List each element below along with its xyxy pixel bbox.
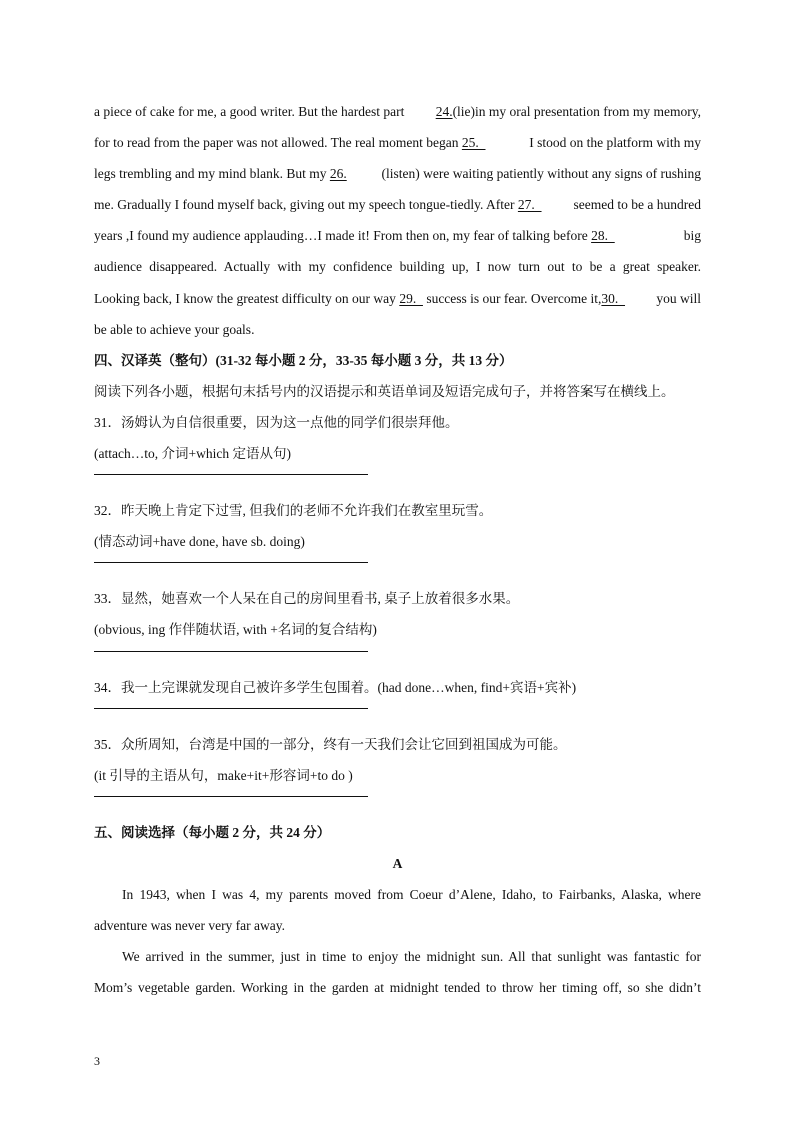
passage-line: be able to achieve your goals. (94, 321, 255, 337)
passage-text: Looking back, I know the greatest difficulty on our way (94, 290, 400, 306)
blank-30: 30. (601, 290, 626, 306)
question-31: 31．汤姆认为自信很重要，因为这一点他的同学们很崇拜他。 (94, 414, 459, 430)
passage-text: I stood on the platform with my (525, 135, 701, 151)
blank-27: 27. (517, 197, 542, 213)
reading-paragraph-1-line: adventure was never very far away. (94, 918, 286, 934)
passage-text (94, 283, 625, 314)
blank-24: 24. (435, 104, 453, 119)
passage-line (94, 189, 701, 220)
answer-line-34[interactable] (94, 708, 368, 709)
question-32-hint: (情态动词+have done, have sb. doing) (94, 534, 305, 550)
blank-26: 26. (329, 166, 347, 182)
passage-line (94, 283, 701, 314)
passage-label: A (392, 855, 403, 871)
passage-text: legs trembling and my mind blank. But my (94, 166, 330, 182)
page-content (94, 96, 701, 1003)
answer-line-33[interactable] (94, 651, 368, 652)
question-32: 32．昨天晚上肯定下过雪, 但我们的老师不允许我们在教室里玩雪。 (94, 503, 493, 519)
passage-text (94, 158, 347, 189)
passage-text: big (680, 228, 701, 244)
passage-text: success is our fear. Overcome it, (422, 290, 602, 306)
passage-text (94, 189, 542, 220)
passage-text (436, 96, 701, 127)
answer-line-35[interactable] (94, 796, 368, 797)
question-33: 33．显然，她喜欢一个人呆在自己的房间里看书, 桌子上放着很多水果。 (94, 591, 520, 607)
passage-text: (lie)in my oral presentation from my memory, (452, 104, 701, 119)
blank-25: 25. (461, 135, 486, 151)
passage-text: (listen) were waiting patiently without any signs of rushing (378, 166, 701, 182)
answer-line-31[interactable] (94, 474, 368, 475)
passage-text: seemed to be a hundred (570, 197, 701, 213)
passage-text: a piece of cake for me, a good writer. But the hardest part (94, 104, 405, 119)
passage-text: for to read from the paper was not allowed. The real moment began (94, 135, 462, 151)
answer-line-32[interactable] (94, 562, 368, 563)
page-number: 3 (94, 1054, 100, 1068)
question-35: 35．众所周知，台湾是中国的一部分，终有一天我们会让它回到祖国成为可能。 (94, 736, 567, 752)
passage-text (94, 127, 486, 158)
question-34: 34．我一上完课就发现自己被许多学生包围着。(had done…when, find+宾语+宾补) (94, 679, 577, 695)
reading-paragraph-2-line: We arrived in the summer, just in time to enjoy the midnight sun. All that sunlight was fantastic for (122, 949, 701, 965)
blank-28: 28. (591, 228, 615, 244)
passage-text (94, 220, 615, 251)
reading-paragraph-2-line: Mom’s vegetable garden. Working in the garden at midnight tended to throw her timing off, so she didn’t (94, 980, 701, 996)
passage-text: years ,I found my audience applauding…I made it! From then on, my fear of talking before (94, 228, 592, 244)
reading-paragraph-1-line: In 1943, when I was 4, my parents moved from Coeur d’Alene, Idaho, to Fairbanks, Alaska, where (122, 886, 701, 902)
section-4-title: 四、汉译英（整句）(31-32 每小题 2 分，33-35 每小题 3 分，共 13 分） (94, 352, 513, 368)
passage-line (94, 127, 701, 158)
question-35-hint: (it 引导的主语从句，make+it+形容词+to do ) (94, 767, 353, 783)
section-5-title: 五、阅读选择（每小题 2 分，共 24 分） (94, 824, 331, 840)
passage-line (94, 220, 701, 251)
passage-text: you will (652, 290, 701, 306)
question-33-hint: (obvious, ing 作伴随状语, with +名词的复合结构) (94, 622, 377, 638)
passage-text: me. Gradually I found myself back, giving out my speech tongue-tiedly. After (94, 197, 518, 213)
section-4-instruction: 阅读下列各小题，根据句末括号内的汉语提示和英语单词及短语完成句子，并将答案写在横线上。 (94, 383, 675, 399)
question-31-hint: (attach…to, 介词+which 定语从句) (94, 446, 291, 462)
passage-line (94, 96, 701, 127)
passage-line (94, 158, 701, 189)
blank-29: 29. (399, 290, 423, 306)
passage-line: audience disappeared. Actually with my confidence building up, I now turn out to be a great speaker. (94, 259, 701, 275)
